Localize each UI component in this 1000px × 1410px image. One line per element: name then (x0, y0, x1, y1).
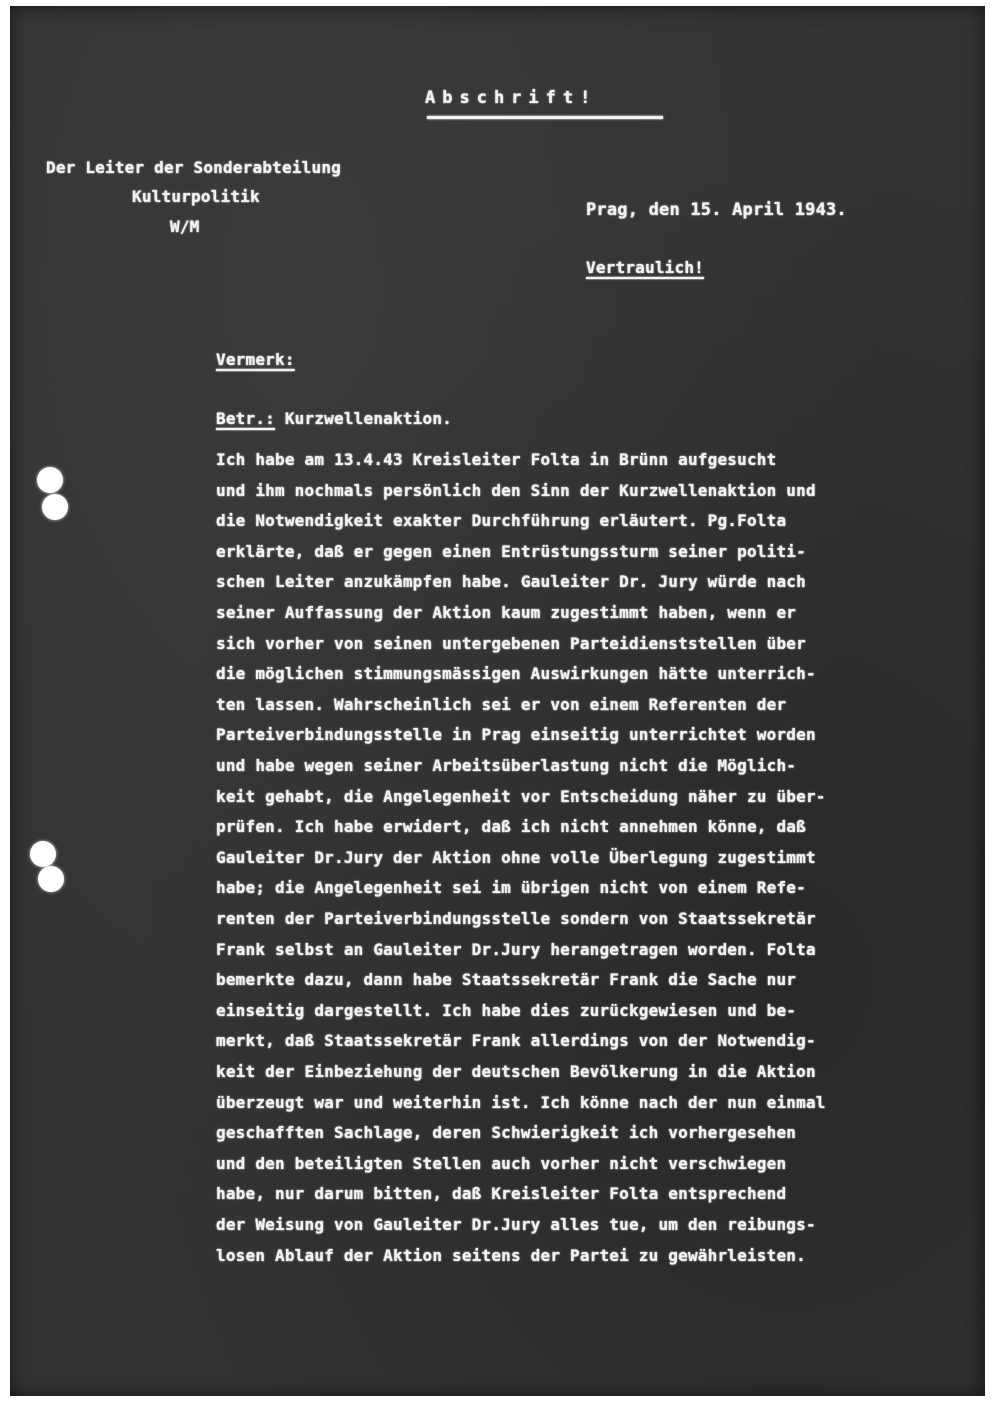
note-heading: Vermerk: (216, 350, 295, 369)
body-line: ten lassen. Wahrscheinlich sei er von einem Referenten der (216, 694, 787, 714)
body-line: erklärte, daß er gegen einen Entrüstungssturm seiner politi- (216, 541, 806, 561)
document-title: Abschrift! (425, 88, 598, 108)
body-line: und den beteiligten Stellen auch vorher nicht verschwiegen (216, 1153, 787, 1173)
body-line: bemerkte dazu, dann habe Staatssekretär Frank die Sache nur (216, 970, 797, 990)
body-line: merkt, daß Staatssekretär Frank allerdings von der Notwendig- (216, 1031, 816, 1051)
punch-hole (30, 841, 56, 867)
body-line: überzeugt war und weiterhin ist. Ich könne nach der nun einmal (216, 1092, 826, 1112)
body-line: der Weisung von Gauleiter Dr.Jury alles tue, um den reibungs- (216, 1215, 816, 1234)
sender-line-1: Der Leiter der Sonderabteilung (46, 158, 341, 177)
place-date: Prag, den 15. April 1943. (586, 200, 847, 220)
subject-line (216, 409, 452, 428)
body-line: prüfen. Ich habe erwidert, daß ich nicht annehmen könne, daß (216, 817, 806, 837)
body-line: die Notwendigkeit exakter Durchführung erläutert. Pg.Folta (216, 511, 787, 531)
body-line: Parteiverbindungsstelle in Prag einseitig unterrichtet worden (216, 725, 816, 745)
subject-label: Betr.: (216, 409, 275, 428)
body-line: Ich habe am 13.4.43 Kreisleiter Folta in Brünn aufgesucht (216, 450, 777, 469)
body-line: schen Leiter anzukämpfen habe. Gauleiter Dr. Jury würde nach (216, 572, 806, 592)
body-line: Frank selbst an Gauleiter Dr.Jury herangetragen worden. Folta (216, 939, 816, 959)
body-line: und habe wegen seiner Arbeitsüberlastung nicht die Möglich- (216, 756, 797, 775)
body-line: seiner Auffassung der Aktion kaum zugestimmt haben, wenn er (216, 603, 797, 622)
body-line: keit der Einbeziehung der deutschen Bevölkerung in die Aktion (216, 1062, 816, 1081)
body-line: keit gehabt, die Angelegenheit vor Entscheidung näher zu über- (216, 786, 826, 806)
body-line: renten der Parteiverbindungsstelle sondern von Staatssekretär (216, 909, 816, 928)
body-line: einseitig dargestellt. Ich habe dies zurückgewiesen und be- (216, 1000, 797, 1020)
body-line: und ihm nochmals persönlich den Sinn der Kurzwellenaktion und (216, 480, 816, 500)
sender-line-3: W/M (170, 217, 200, 236)
sender-line-2: Kulturpolitik (132, 187, 260, 206)
body-line: geschafften Sachlage, deren Schwierigkeit ich vorhergesehen (216, 1123, 797, 1143)
punch-hole (42, 494, 68, 520)
body-line: habe, nur darum bitten, daß Kreisleiter Folta entsprechend (216, 1184, 787, 1204)
body-line: habe; die Angelegenheit sei im übrigen nicht von einem Refe- (216, 878, 806, 898)
body-line: losen Ablauf der Aktion seitens der Partei zu gewährleisten. (216, 1245, 806, 1265)
title-underline (427, 116, 663, 119)
body-line: Gauleiter Dr.Jury der Aktion ohne volle Überlegung zugestimmt (216, 847, 816, 867)
punch-hole (37, 467, 63, 493)
body-line: sich vorher von seinen untergebenen Parteidienststellen über (216, 633, 806, 653)
body-line: die möglichen stimmungsmässigen Auswirkungen hätte unterrich- (216, 664, 816, 684)
punch-hole (38, 866, 64, 892)
subject-text: Kurzwellenaktion. (284, 409, 453, 428)
confidential-mark: Vertraulich! (586, 258, 704, 277)
